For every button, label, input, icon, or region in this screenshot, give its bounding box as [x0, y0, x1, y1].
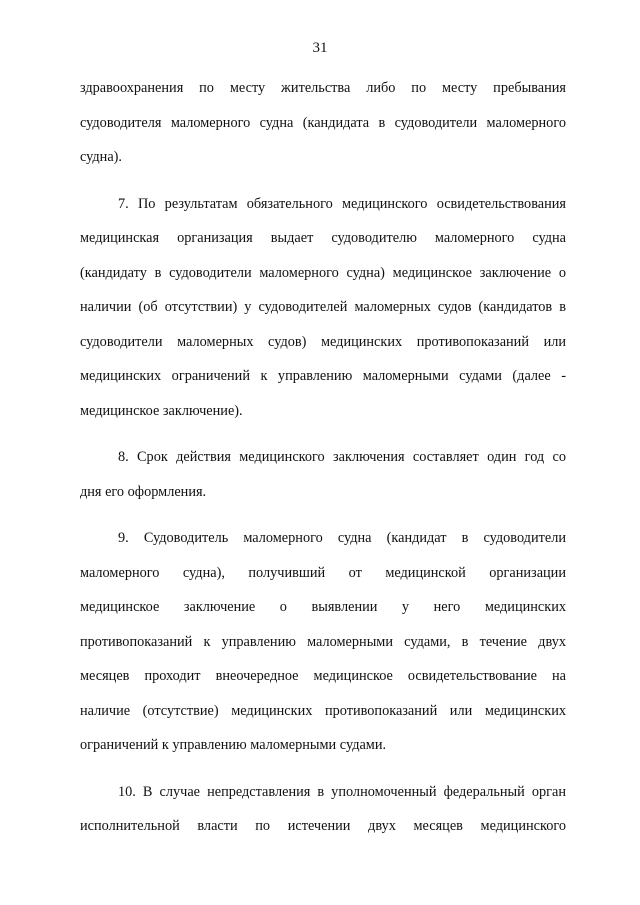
text-line: 8. Срок действия медицинского заключения составляет один год со	[118, 449, 566, 465]
text-line: судна).	[80, 149, 123, 165]
body-text	[80, 78, 566, 851]
text-line: маломерного судна), получивший от медицинской организации	[80, 564, 566, 581]
text-line: медицинское заключение о выявлении у него медицинских	[80, 599, 566, 615]
text-line: месяцев проходит внеочередное медицинское освидетельствование на	[80, 668, 566, 684]
paragraph-8	[80, 447, 566, 516]
text-line: (кандидату в судоводители маломерного судна) медицинское заключение о	[80, 264, 566, 281]
text-line: 10. В случае непредставления в уполномоченный федеральный орган	[118, 783, 566, 800]
text-line: медицинское заключение).	[80, 402, 243, 419]
page-number: 31	[312, 40, 328, 56]
text-line: 9. Судоводитель маломерного судна (кандидат в судоводители	[118, 530, 566, 546]
paragraph-7	[80, 194, 566, 436]
text-line: 7. По результатам обязательного медицинского освидетельствования	[118, 195, 566, 212]
text-line: здравоохранения по месту жительства либо по месту пребывания	[80, 80, 566, 96]
paragraph-10	[80, 782, 566, 851]
paragraph-1	[80, 78, 566, 182]
text-line: противопоказаний к управлению маломерными судами, в течение двух	[80, 633, 566, 650]
text-line: медицинская организация выдает судоводителю маломерного судна	[80, 230, 566, 246]
text-line: судоводителя маломерного судна (кандидата в судоводители маломерного	[80, 114, 566, 131]
text-line: ограничений к управлению маломерными судами.	[80, 737, 387, 753]
text-line: судоводители маломерных судов) медицинских противопоказаний или	[80, 333, 566, 350]
paragraph-9	[80, 528, 566, 770]
text-line: медицинских ограничений к управлению маломерными судами (далее -	[80, 368, 566, 384]
text-line: дня его оформления.	[80, 483, 207, 500]
text-line: исполнительной власти по истечении двух месяцев медицинского	[80, 818, 566, 834]
text-line: наличии (об отсутствии) у судоводителей маломерных судов (кандидатов в	[80, 299, 566, 315]
text-line: наличие (отсутствие) медицинских противопоказаний или медицинских	[80, 702, 566, 719]
